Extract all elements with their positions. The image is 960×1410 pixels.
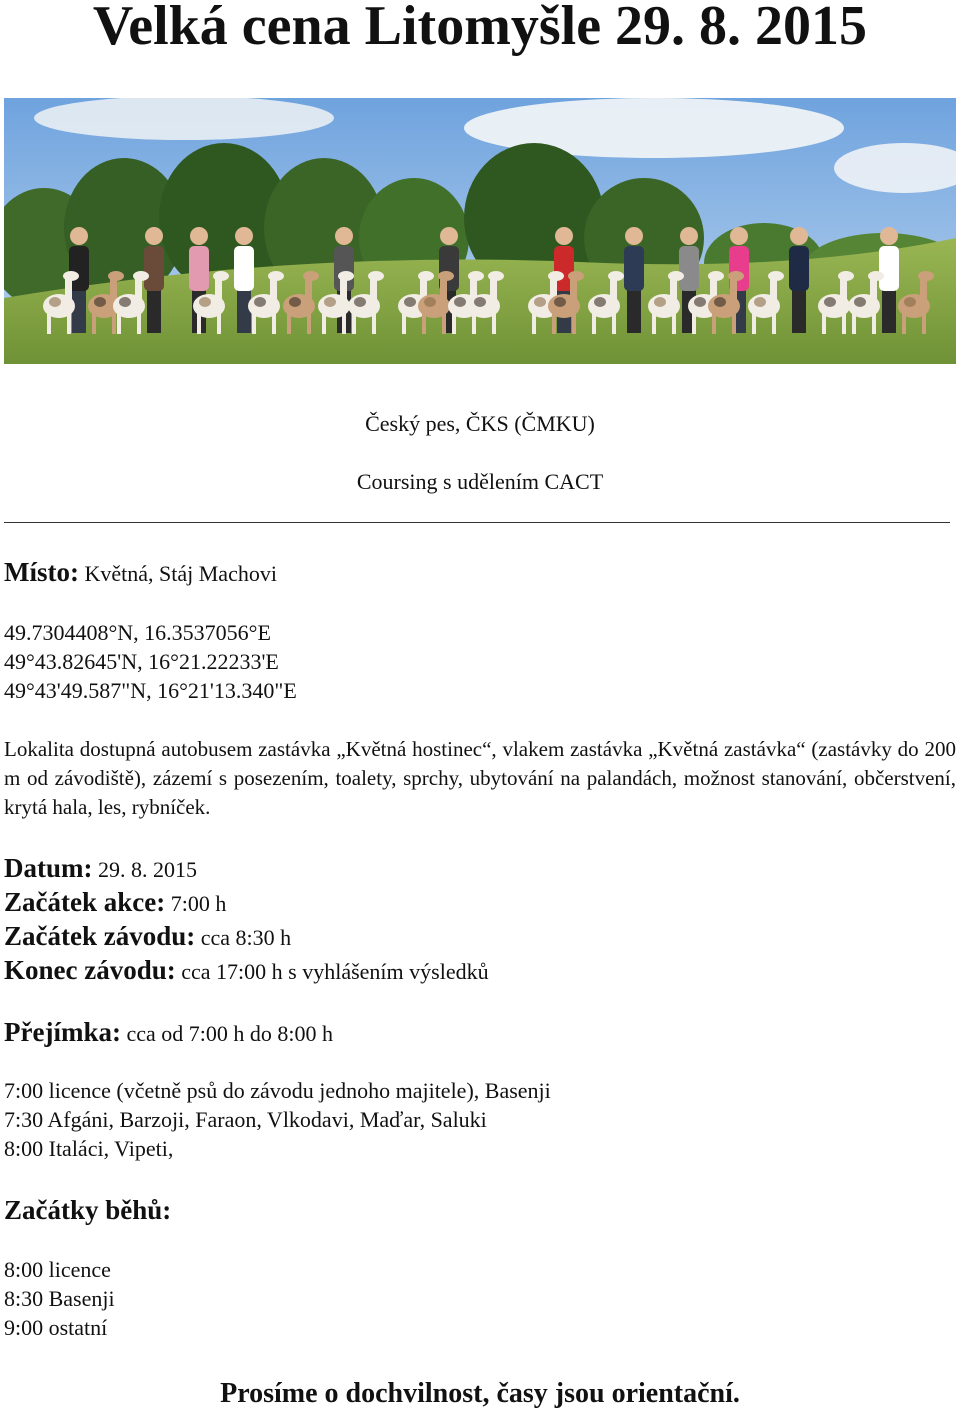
runs-heading (4, 1196, 171, 1226)
event-start-value: 7:00 h (170, 891, 227, 916)
date-value: 29. 8. 2015 (98, 857, 197, 882)
group-photo (4, 98, 956, 364)
reception-item: 7:00 licence (včetně psů do závodu jednoho majitele), Basenji (4, 1078, 551, 1103)
group-photo-image (4, 98, 956, 364)
event-start-label: Začátek akce: (4, 887, 166, 917)
reception-value: cca od 7:00 h do 8:00 h (126, 1021, 333, 1046)
reception-row (4, 1018, 333, 1048)
coordinates-seconds: 49°43'49.587"N, 16°21'13.340"E (4, 678, 297, 703)
reception-item: 8:00 Italáci, Vipeti, (4, 1136, 174, 1161)
coordinates-decimal: 49.7304408°N, 16.3537056°E (4, 620, 271, 645)
cloud (34, 98, 334, 140)
location-description: Lokalita dostupná autobusem zastávka „Květná hostinec“, vlakem zastávka „Květná zastávka“ (zastávky do 200 m od závodiště), zázemí s posezením, toalety, sprchy, ubytování na palandách, možnost stanování, občerstvení, krytá hala, les, rybníček. (4, 737, 956, 819)
reception-label: Přejímka: (4, 1017, 121, 1047)
event-type-line: Coursing s udělením CACT (356, 469, 604, 494)
divider (4, 522, 950, 523)
race-start-label: Začátek závodu: (4, 921, 196, 951)
race-start-value: cca 8:30 h (200, 925, 292, 950)
closing-note: Prosíme o dochvilnost, časy jsou orientační. (220, 1378, 740, 1409)
run-item: 9:00 ostatní (4, 1315, 108, 1340)
coordinates-minutes: 49°43.82645'N, 16°21.22233'E (4, 649, 279, 674)
race-end-value: cca 17:00 h s vyhlášením výsledků (181, 959, 489, 984)
organizer-line: Český pes, ČKS (ČMKU) (365, 411, 595, 436)
place-label: Místo: (4, 557, 79, 587)
place-value: Květná, Stáj Machovi (84, 561, 277, 586)
page-title: Velká cena Litomyšle 29. 8. 2015 (92, 0, 868, 57)
race-end-label: Konec závodu: (4, 955, 176, 985)
reception-item: 7:30 Afgáni, Barzoji, Faraon, Vlkodavi, Maďar, Saluki (4, 1107, 487, 1132)
date-label: Datum: (4, 853, 93, 883)
race-end-row (4, 956, 489, 986)
race-start-row (4, 922, 291, 952)
event-start-row (4, 888, 226, 918)
run-item: 8:30 Basenji (4, 1286, 115, 1311)
date-row (4, 854, 197, 884)
place-row (4, 558, 277, 588)
runs-label: Začátky běhů: (4, 1195, 172, 1225)
run-item: 8:00 licence (4, 1257, 111, 1282)
